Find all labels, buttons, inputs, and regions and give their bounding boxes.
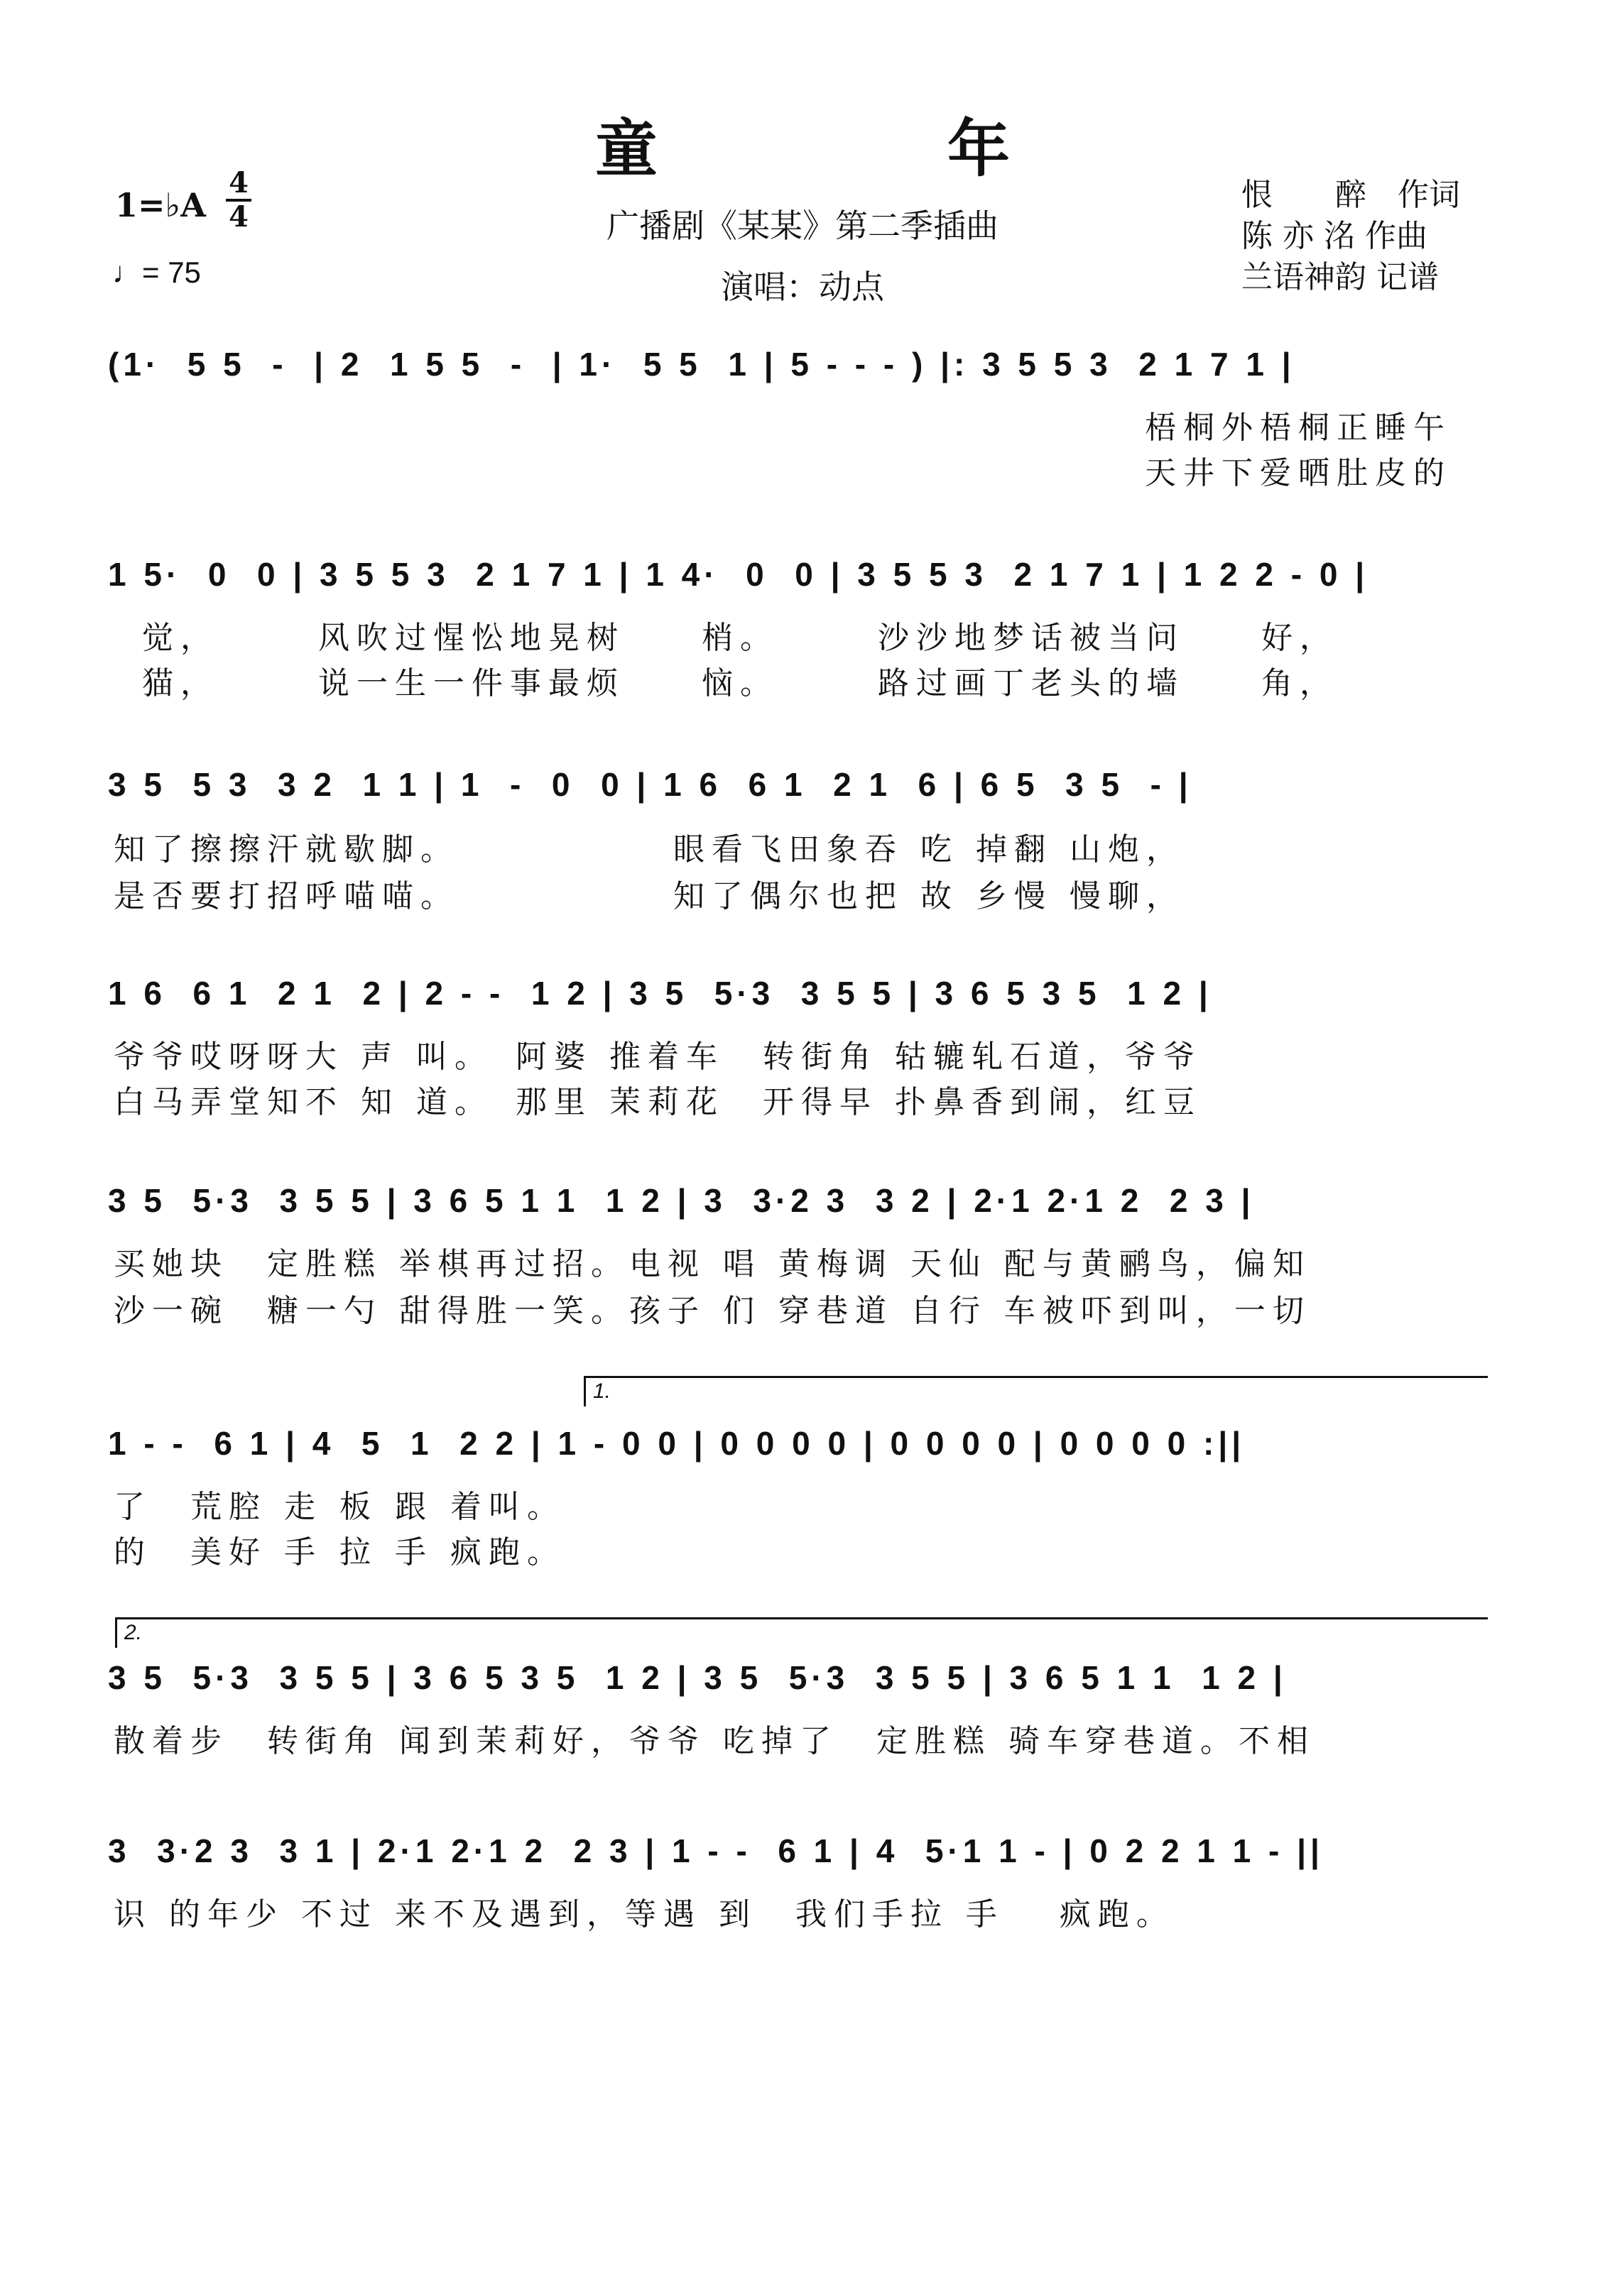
- key-signature: 1=♭A: [115, 186, 206, 224]
- score-system-8-notes: 3 3·2 3 3 1 | 2·1 2·1 2 2 3 | 1 - - 6 1 | 4 5·1 1 - | 0 2 2 1 1 - ||: [108, 1832, 1324, 1869]
- tempo-marking: ♩= 75: [112, 256, 201, 289]
- score-system-3-notes: 3 5 5 3 3 2 1 1 | 1 - 0 0 | 1 6 6 1 2 1 6 | 6 5 3 5 - |: [108, 766, 1192, 803]
- score-system-6-lyric-1: 了 荒腔 走 板 跟 着叫。: [114, 1489, 565, 1525]
- score-system-4-lyric-2: 白马弄堂知不 知 道。 那里 茉莉花 开得早 扑鼻香到闹，红豆: [114, 1084, 1202, 1120]
- second-ending-label: 2.: [124, 1621, 143, 1644]
- score-system-1-lyric-1: 梧桐外梧桐正睡午: [1145, 410, 1452, 446]
- score-system-4-notes: 1 6 6 1 2 1 2 | 2 - - 1 2 | 3 5 5·3 3 5 5 | 3 6 5 3 5 1 2 |: [108, 975, 1212, 1012]
- score-system-7-lyric-1: 散着步 转街角 闻到茉莉好，爷爷 吃掉了 定胜糕 骑车穿巷道。不相: [114, 1723, 1315, 1759]
- time-signature: [226, 166, 251, 234]
- first-ending-label: 1.: [593, 1379, 611, 1403]
- score-system-1-notes: (1· 5 5 - | 2 1 5 5 - | 1· 5 5 1 | 5 - - - ) |: 3 5 5 3 2 1 7 1 |: [108, 346, 1295, 383]
- score-system-2-lyric-2: 猫， 说一生一件事最烦 恼。 路过画丁老头的墙 角，: [142, 665, 1338, 701]
- score-system-5-notes: 3 5 5·3 3 5 5 | 3 6 5 1 1 1 2 | 3 3·2 3 3 2 | 2·1 2·1 2 2 3 |: [108, 1182, 1255, 1219]
- score-system-6-lyric-2: 的 美好 手 拉 手 疯跑。: [114, 1534, 565, 1570]
- score-system-3-lyric-2: 是否要打招呼喵喵。 知了偶尔也把 故 乡慢 慢聊，: [114, 878, 1185, 914]
- score-system-8-lyric-1: 识 的年少 不过 来不及遇到，等遇 到 我们手拉 手 疯跑。: [114, 1896, 1175, 1933]
- score-system-5-lyric-2: 沙一碗 糖一勺 甜得胜一笑。孩子 们 穿巷道 自行 车被吓到叫，一切: [114, 1293, 1311, 1329]
- score-system-5-lyric-1: 买她块 定胜糕 举棋再过招。电视 唱 黄梅调 天仙 配与黄鹂鸟，偏知: [114, 1246, 1311, 1282]
- first-ending-bracket: [584, 1376, 1488, 1406]
- score-system-4-lyric-1: 爷爷哎呀呀大 声 叫。 阿婆 推着车 转街角 轱辘轧石道，爷爷: [114, 1039, 1202, 1075]
- song-title: 童 年: [594, 111, 1124, 185]
- score-system-1-lyric-2: 天井下爱晒肚皮的: [1145, 455, 1452, 491]
- transcriber-credit: 兰语神韵 记谱: [1241, 259, 1439, 295]
- time-signature-top: 4: [229, 166, 249, 199]
- singer-credit: 演唱：动点: [721, 268, 884, 306]
- song-subtitle: 广播剧《某某》第二季插曲: [606, 207, 999, 245]
- score-system-3-lyric-1: 知了擦擦汗就歇脚。 眼看飞田象吞 吃 掉翻 山炮，: [114, 831, 1185, 868]
- score-system-7-notes: 3 5 5·3 3 5 5 | 3 6 5 3 5 1 2 | 3 5 5·3 3 5 5 | 3 6 5 1 1 1 2 |: [108, 1659, 1287, 1696]
- second-ending-bracket: [115, 1617, 1488, 1648]
- score-system-2-notes: 1 5· 0 0 | 3 5 5 3 2 1 7 1 | 1 4· 0 0 | 3 5 5 3 2 1 7 1 | 1 2 2 - 0 |: [108, 556, 1369, 593]
- score-system-2-lyric-1: 觉， 风吹过惺忪地晃树 梢。 沙沙地梦话被当问 好，: [142, 620, 1338, 656]
- time-signature-bottom: 4: [229, 200, 249, 234]
- lyricist-credit: 恨 醉 作词: [1241, 177, 1460, 213]
- composer-credit: 陈 亦 洺 作曲: [1241, 218, 1427, 254]
- score-system-6-notes: 1 - - 6 1 | 4 5 1 2 2 | 1 - 0 0 | 0 0 0 0 | 0 0 0 0 | 0 0 0 0 :||: [108, 1425, 1246, 1462]
